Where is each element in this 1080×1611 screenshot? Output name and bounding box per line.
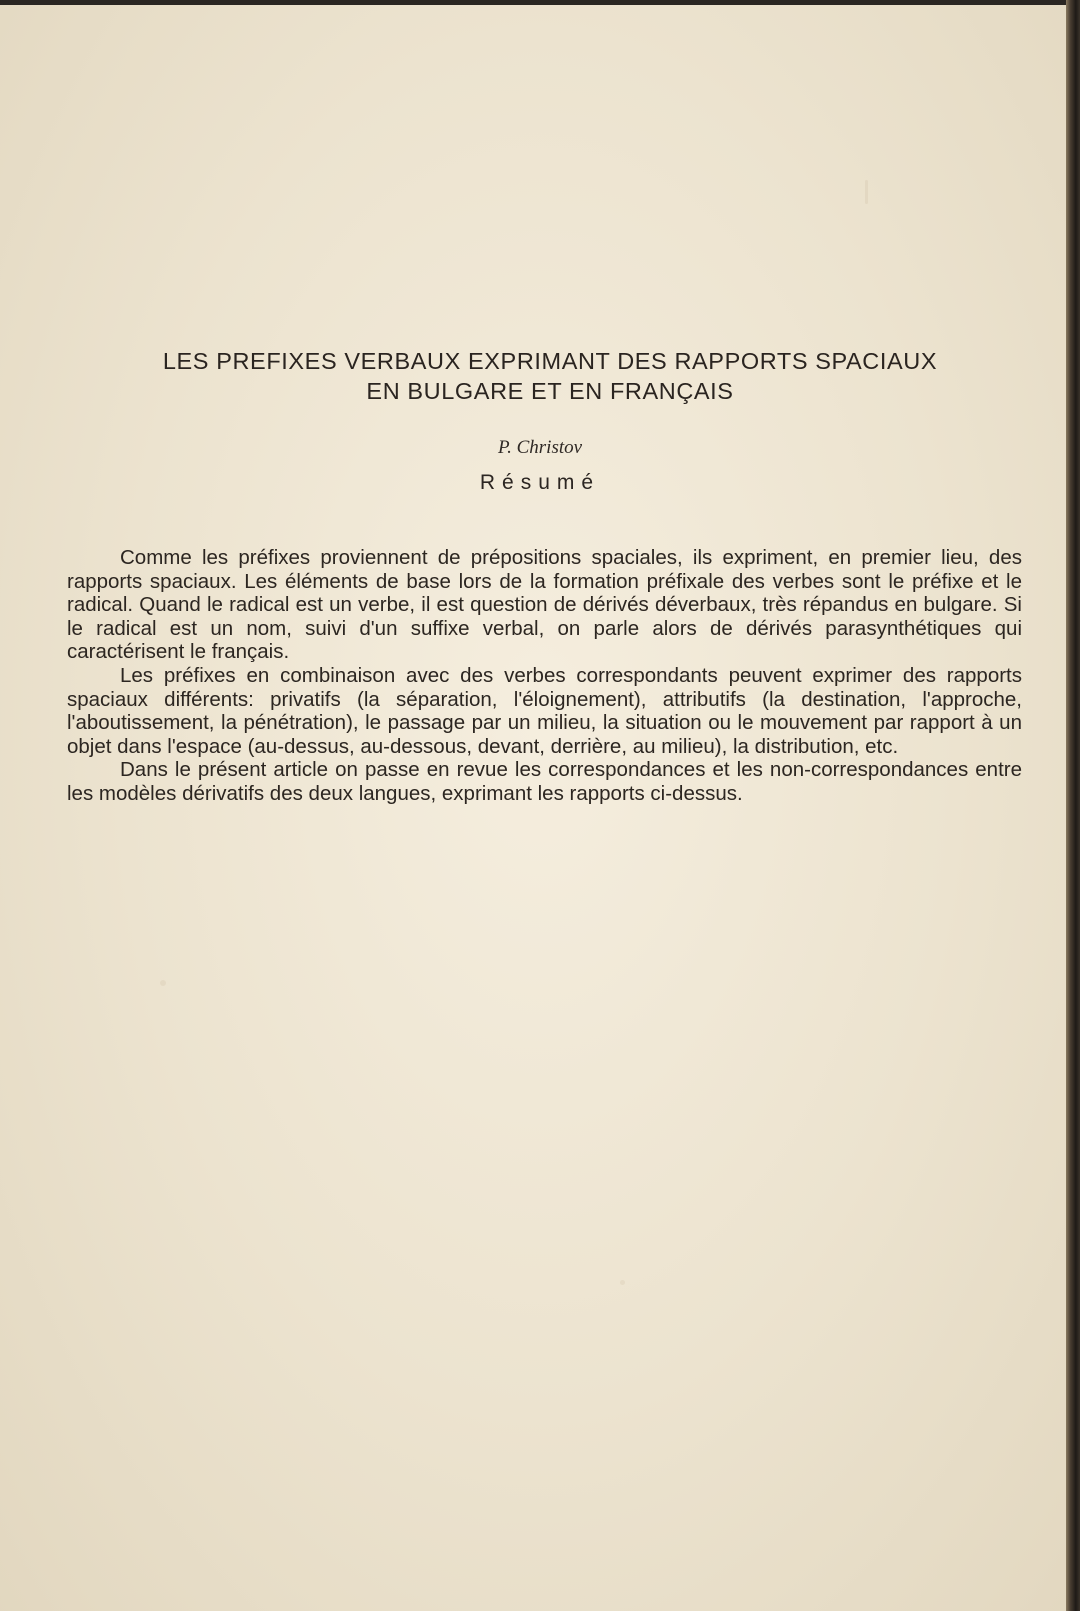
- title-line-1: LES PREFIXES VERBAUX EXPRIMANT DES RAPPORTS SPACIAUX: [162, 348, 938, 374]
- page-top-edge: [0, 0, 1080, 5]
- article-title: [70, 346, 1030, 406]
- summary-body: [67, 546, 1022, 806]
- book-spine-edge: [1066, 0, 1080, 1611]
- section-heading: Résumé: [479, 471, 601, 494]
- summary-paragraph-3: Dans le présent article on passe en revue les correspondances et les non-correspondances entre les modèles dérivatifs des deux langues, exprimant les rapports ci-dessus.: [67, 758, 1022, 805]
- author-name: P. Christov: [497, 437, 583, 458]
- summary-paragraph-2: Les préfixes en combinaison avec des verbes correspondants peuvent exprimer des rapports spaciaux différents: privatifs (la séparation, l'éloignement), attributifs (la destination, l'approche, l'aboutissement, la pénétration), le passage par un milieu, la situation ou le mouvement par rapport à un objet dans l'espace (au-dessus, au-dessous, devant, derrière, au milieu), la distribution, etc.: [67, 663, 1022, 758]
- summary-paragraph-1: Comme les préfixes proviennent de prépositions spaciales, ils expriment, en premier lieu, des rapports spaciaux. Les éléments de base lors de la formation préfixale des verbes sont le préfixe et le radical. Quand le radical est un verbe, il est question de dérivés déverbaux, très répandus en bulgare. Si le radical est un nom, suivi d'un suffixe verbal, on parle alors de dérivés parasynthétiques qui caractérisent le français.: [67, 546, 1022, 664]
- title-line-2: EN BULGARE ET EN FRANÇAIS: [366, 378, 734, 404]
